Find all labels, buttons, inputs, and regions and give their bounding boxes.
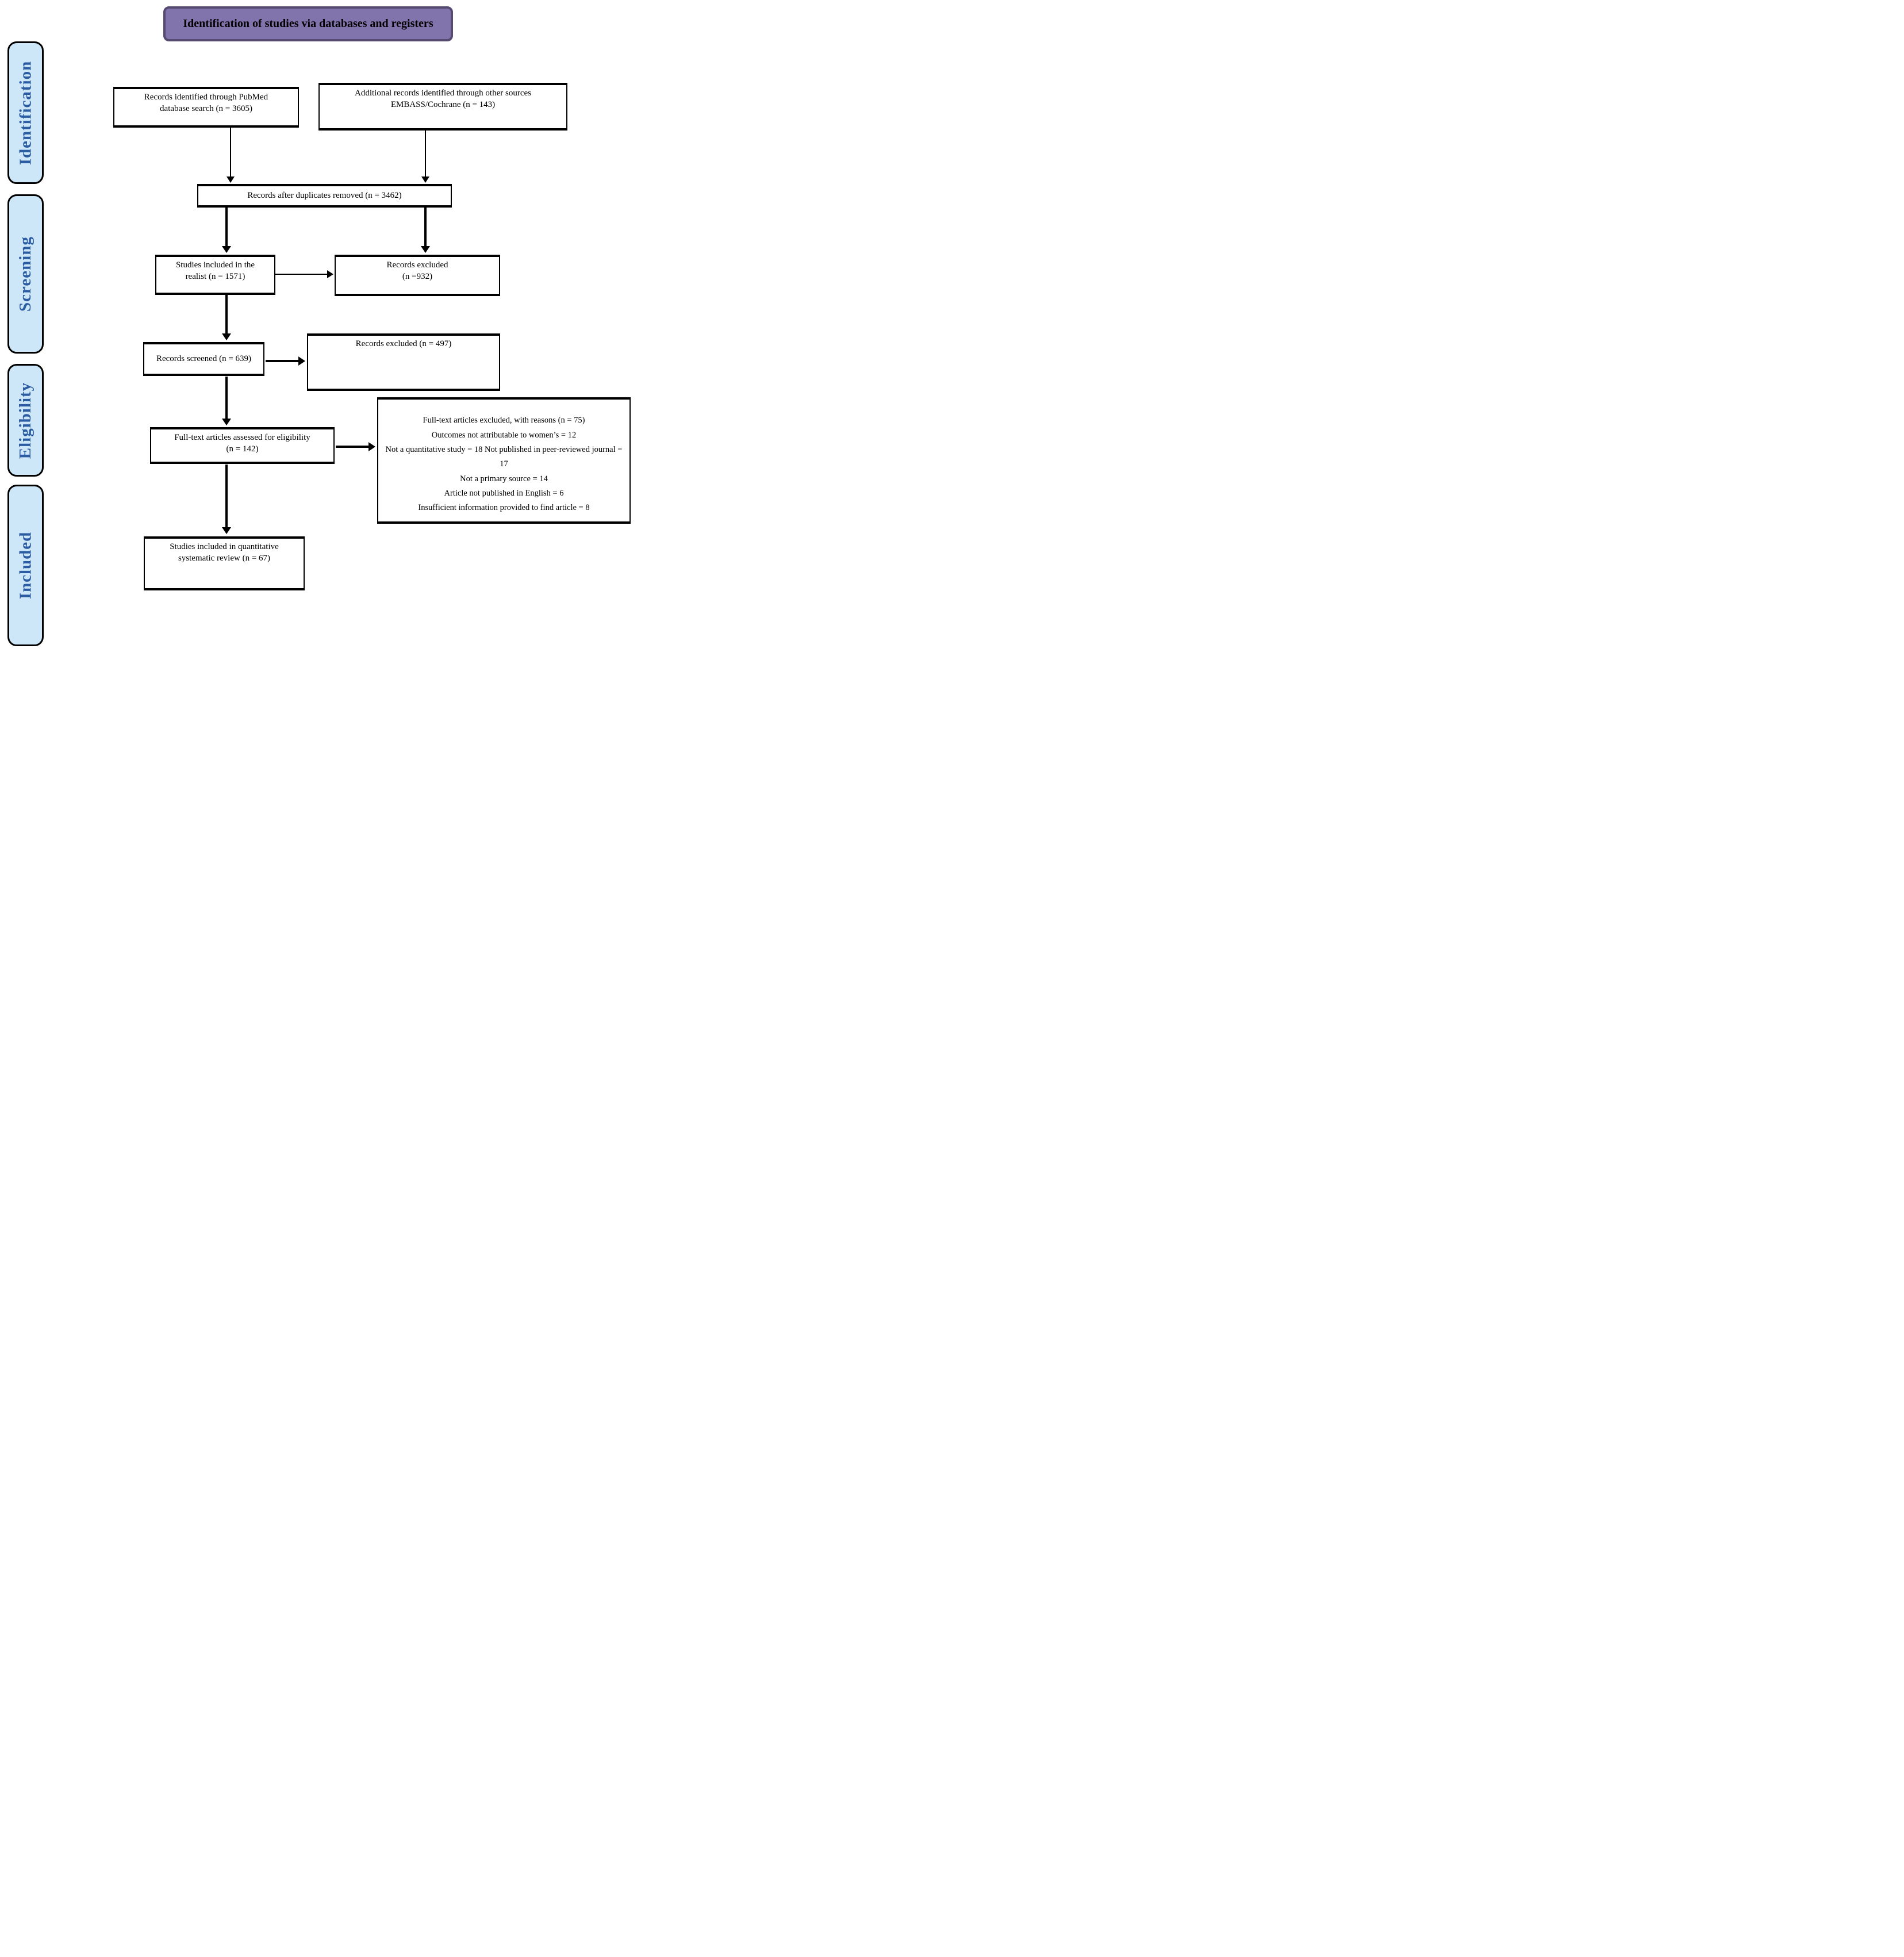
fulltext-line2: (n = 142) xyxy=(226,444,259,454)
excluded-497-text: Records excluded (n = 497) xyxy=(355,339,452,348)
box-records-excluded-497 xyxy=(307,333,500,391)
diagram-title-text: Identification of studies via databases and registers xyxy=(183,17,433,30)
exclusion-reason-5: Insufficient information provided to find article = 8 xyxy=(418,503,590,513)
stage-included xyxy=(7,485,44,646)
exclusion-reason-2: Not a quantitative study = 18 Not published in peer-reviewed journal = 17 xyxy=(385,444,623,469)
box-records-identified-pubmed xyxy=(113,87,299,128)
fulltext-line1: Full-text articles assessed for eligibility xyxy=(174,433,310,442)
arrow-fulltext-to-reasons xyxy=(336,446,369,448)
duplicates-removed-text: Records after duplicates removed (n = 3462) xyxy=(247,191,402,201)
excluded-932-line1: Records excluded xyxy=(386,260,448,270)
stage-eligibility-label: Eligibility xyxy=(16,382,35,459)
pubmed-line2: database search (n = 3605) xyxy=(160,104,252,114)
arrow-duplicates-to-excluded-932 xyxy=(424,208,427,247)
box-records-screened xyxy=(143,342,264,376)
box-additional-records-other-sources xyxy=(318,83,567,131)
stage-screening xyxy=(7,194,44,354)
stage-eligibility xyxy=(7,364,44,477)
included-final-line1: Studies included in quantitative xyxy=(170,542,279,551)
stage-identification xyxy=(7,41,44,184)
exclusion-reason-0: Full-text articles excluded, with reasons (n = 75) xyxy=(423,416,585,425)
exclusion-reason-4: Article not published in English = 6 xyxy=(444,489,564,498)
prisma-flow-diagram xyxy=(0,0,635,653)
realist-line2: realist (n = 1571) xyxy=(185,272,245,282)
arrow-other-sources-to-duplicates xyxy=(425,131,426,176)
pubmed-line1: Records identified through PubMed xyxy=(144,93,268,102)
arrow-duplicates-to-realist xyxy=(225,208,228,247)
arrow-fulltext-to-included xyxy=(225,465,228,528)
included-final-line2: systematic review (n = 67) xyxy=(178,554,271,563)
arrow-pubmed-to-duplicates xyxy=(230,128,231,176)
realist-line1: Studies included in the xyxy=(175,260,255,270)
arrow-realist-to-screened xyxy=(225,295,228,334)
box-duplicates-removed xyxy=(197,184,452,208)
stage-included-label: Included xyxy=(16,531,35,600)
other-sources-line2: EMBASS/Cochrane (n = 143) xyxy=(390,100,496,110)
arrow-realist-to-excluded-932 xyxy=(275,274,327,275)
stage-identification-label: Identification xyxy=(16,60,34,165)
box-records-excluded-932 xyxy=(335,255,500,296)
box-fulltext-excluded-reasons xyxy=(377,397,631,524)
arrow-screened-to-excluded-497 xyxy=(266,360,299,362)
diagram-title xyxy=(163,6,453,41)
excluded-932-line2: (n =932) xyxy=(402,272,433,282)
other-sources-line1: Additional records identified through other sources xyxy=(354,89,531,98)
records-screened-text: Records screened (n = 639) xyxy=(156,354,252,364)
box-studies-included-realist xyxy=(155,255,275,295)
exclusion-reason-1: Outcomes not attributable to women’s = 12 xyxy=(431,430,577,440)
box-included-final xyxy=(144,536,305,590)
exclusion-reason-3: Not a primary source = 14 xyxy=(460,474,548,484)
box-fulltext-assessed xyxy=(150,427,335,464)
arrow-screened-to-fulltext xyxy=(225,377,228,419)
stage-screening-label: Screening xyxy=(16,236,34,312)
